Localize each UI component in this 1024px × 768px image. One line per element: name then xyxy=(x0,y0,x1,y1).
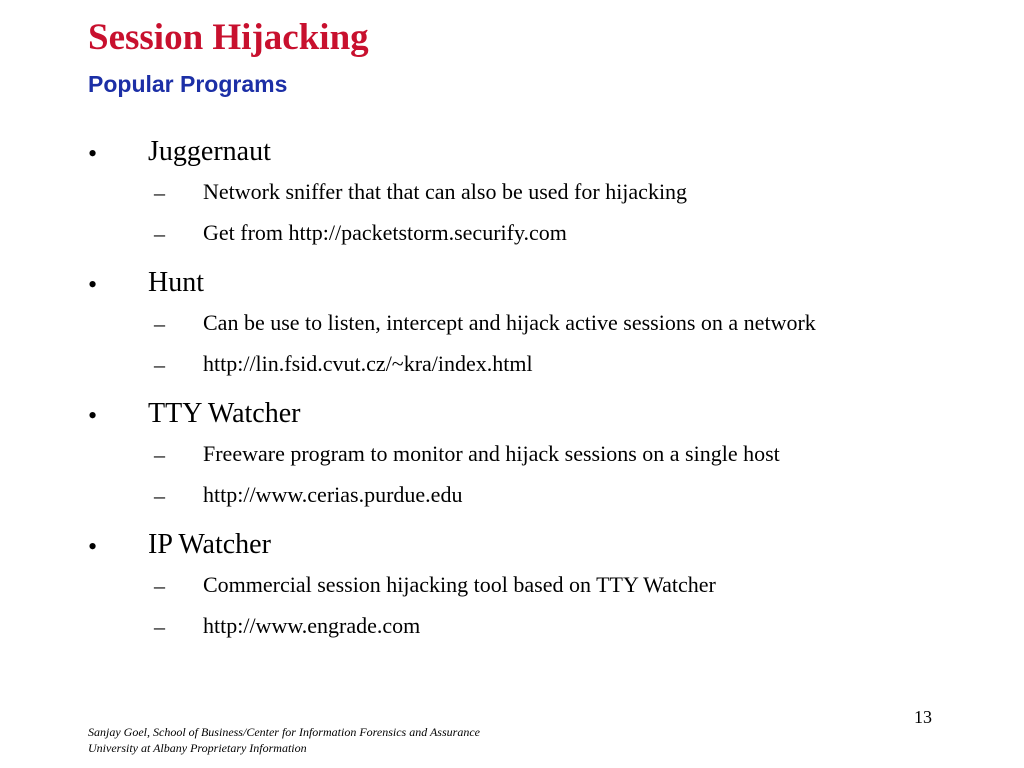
sub-bullet-line xyxy=(0,568,1024,609)
sub-bullet-line xyxy=(0,216,1024,257)
sub-bullet-text: Freeware program to monitor and hijack sessions on a single host xyxy=(203,441,780,466)
bullet-list xyxy=(0,135,1024,650)
sub-bullet-line xyxy=(0,437,1024,478)
bullet-icon: • xyxy=(88,532,98,561)
sub-bullet-line xyxy=(0,175,1024,216)
dash-icon: – xyxy=(154,614,165,639)
list-item xyxy=(0,135,1024,266)
page-number: 13 xyxy=(914,707,932,727)
bullet-label: TTY Watcher xyxy=(148,398,301,429)
footer-line: Sanjay Goel, School of Business/Center for Information Forensics and Assurance xyxy=(88,725,480,739)
slide-title: Session Hijacking xyxy=(88,17,369,58)
dash-icon: – xyxy=(154,221,165,246)
dash-icon: – xyxy=(154,483,165,508)
bullet-line xyxy=(0,266,1024,306)
sub-bullet-text: http://lin.fsid.cvut.cz/~kra/index.html xyxy=(203,351,533,376)
slide-subtitle: Popular Programs xyxy=(88,71,288,97)
list-item xyxy=(0,266,1024,397)
bullet-icon: • xyxy=(88,401,98,430)
bullet-icon: • xyxy=(88,270,98,299)
sub-bullet-text: Commercial session hijacking tool based on TTY Watcher xyxy=(203,572,716,597)
sub-bullet-line xyxy=(0,347,1024,388)
sub-bullet-line xyxy=(0,609,1024,650)
sub-bullet-text: Can be use to listen, intercept and hijack active sessions on a network xyxy=(203,310,816,335)
dash-icon: – xyxy=(154,573,165,598)
footer-line: University at Albany Proprietary Information xyxy=(88,741,307,755)
bullet-label: Juggernaut xyxy=(148,136,271,167)
sub-bullet-line xyxy=(0,306,1024,347)
list-item xyxy=(0,397,1024,528)
sub-bullet-text: http://www.engrade.com xyxy=(203,613,421,638)
sub-bullet-line xyxy=(0,478,1024,519)
dash-icon: – xyxy=(154,352,165,377)
sub-bullet-text: http://www.cerias.purdue.edu xyxy=(203,482,463,507)
sub-bullet-text: Get from http://packetstorm.securify.com xyxy=(203,220,567,245)
bullet-line xyxy=(0,135,1024,175)
dash-icon: – xyxy=(154,180,165,205)
dash-icon: – xyxy=(154,311,165,336)
bullet-label: Hunt xyxy=(148,267,204,298)
list-item xyxy=(0,528,1024,650)
bullet-line xyxy=(0,528,1024,568)
bullet-line xyxy=(0,397,1024,437)
dash-icon: – xyxy=(154,442,165,467)
sub-bullet-text: Network sniffer that that can also be used for hijacking xyxy=(203,179,688,204)
bullet-label: IP Watcher xyxy=(148,529,271,560)
footer xyxy=(88,724,480,756)
bullet-icon: • xyxy=(88,139,98,168)
